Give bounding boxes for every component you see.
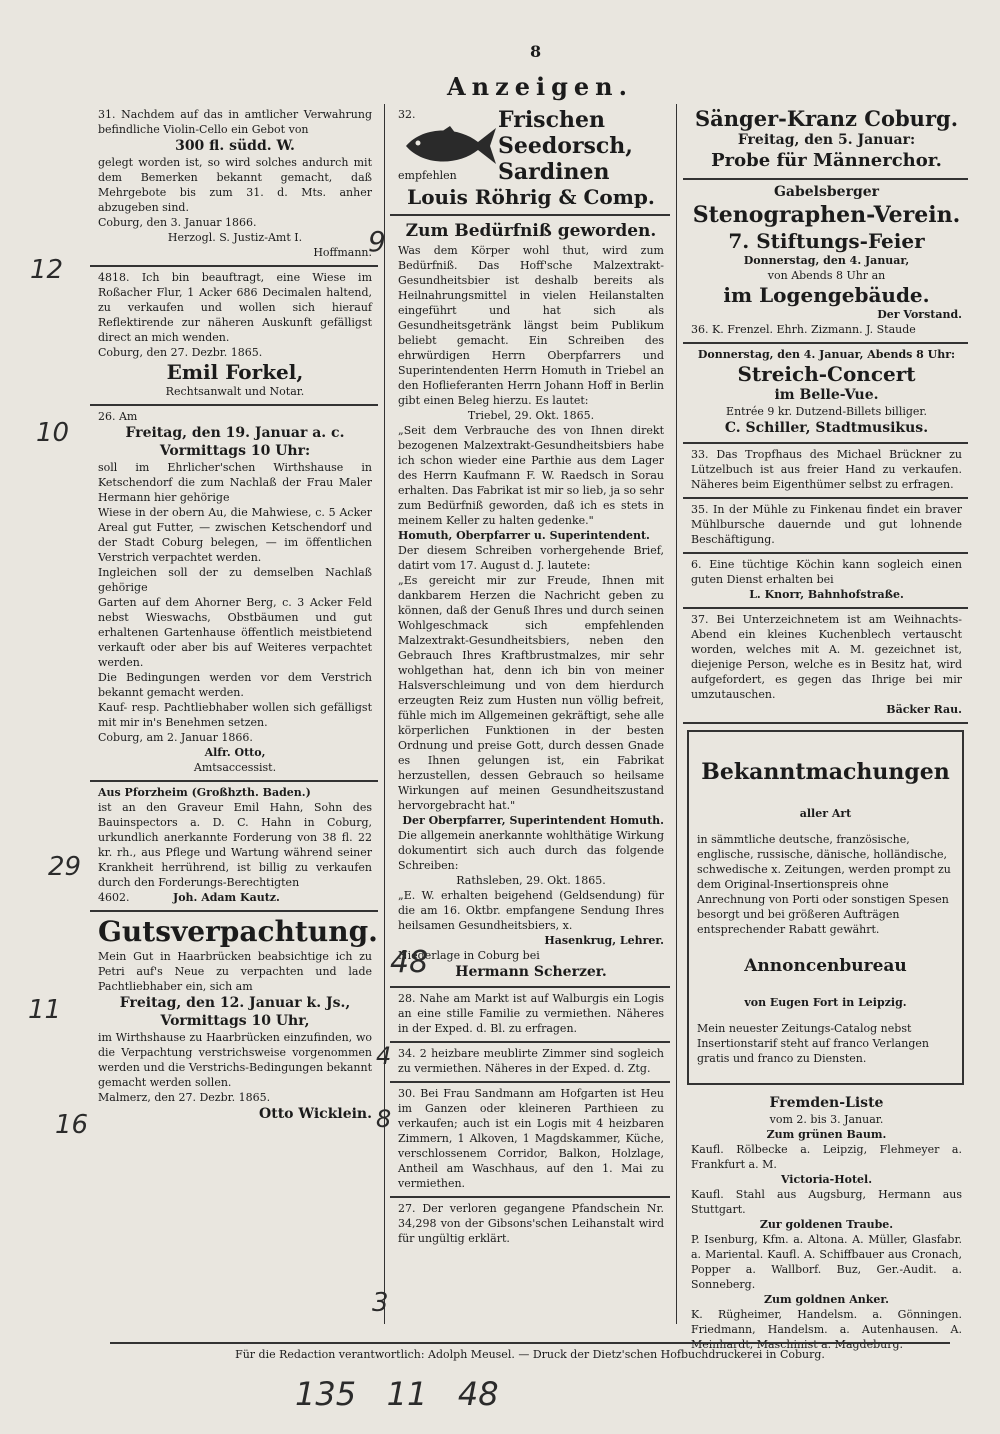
ad-number: 31.	[98, 108, 116, 121]
place-date: Coburg, den 3. Januar 1866.	[98, 216, 257, 229]
ad-text: ist an den Graveur Emil Hahn, Sohn des Bauinspectors a. D. C. Hahn in Coburg, urkundlich anerkannte Forderung von 38 fl. 22 kr. rh., aus Pflege und Wartung während seiner Krankheit herrührend, ist billig zu verkaufen durch den Forderungs-Berechtigten	[98, 801, 372, 889]
ad-stenographen	[683, 180, 968, 344]
ad-saengerkranz	[683, 104, 968, 180]
handwritten-mark: 3	[372, 1288, 389, 1318]
testimonial: „E. W. erhalten beigehend (Geldsendung) für die am 16. Oktbr. empfangene Sendung Ihres heilsamen Gesundheitsbiers, x.	[398, 889, 664, 932]
imprint-footer: Für die Redaction verantwortlich: Adolph Meusel. — Druck der Dietz'schen Hofbuchdruckerei in Coburg.	[110, 1342, 950, 1361]
event-date: Freitag, den 19. Januar a. c. Vormittags 10 Uhr:	[125, 425, 345, 459]
handwritten-mark: 10	[36, 418, 70, 448]
event-date: Donnerstag, den 4. Januar, Abends 8 Uhr:	[697, 348, 956, 361]
handwritten-mark: 12	[30, 255, 64, 285]
column-divider-2	[676, 104, 677, 1324]
ad-number: 26. Am	[98, 410, 138, 423]
ad-headline: Frischen Seedorsch, Sardinen	[498, 107, 633, 185]
ad-pfandschein	[390, 1198, 670, 1251]
hotel-name: Zur goldenen Traube.	[759, 1218, 894, 1231]
ad-zimmer	[390, 1043, 670, 1083]
ad-pretitle: Gabelsberger	[773, 184, 880, 200]
ad-text: 27. Der verloren gegangene Pfandschein Nr. 34,298 von der Gibsons'schen Leihanstalt wird für ungültig erklärt.	[398, 1202, 664, 1245]
ad-text: gelegt worden ist, so wird solches andurch mit dem Bemerken bekannt gemacht, daß Mehrgebote bis zum 31. d. Mts. anher abzugeben sind.	[98, 156, 372, 214]
handwritten-mark: 48	[390, 945, 429, 980]
ad-wiese-roßach	[90, 267, 378, 406]
signature: Otto Wicklein.	[259, 1106, 372, 1122]
ad-gutsverpachtung	[90, 912, 378, 1128]
event-place: im Logengebäude.	[723, 283, 930, 307]
masthead: Anzeigen.	[447, 72, 633, 101]
ad-seedorsch	[390, 104, 670, 216]
advertiser-name: Emil Forkel,	[166, 360, 304, 384]
ad-text: Nachdem auf das in amtlicher Verwahrung befindliche Violin-Cello ein Gebot von	[98, 108, 372, 136]
ad-text: 6. Eine tüchtige Köchin kann sogleich einen guten Dienst erhalten bei	[691, 558, 962, 586]
ad-text: Was dem Körper wohl thut, wird zum Bedürfniß. Das Hoff'sche Malzextrakt-Gesundheitsbier ist deshalb bereits als Heilnahrungsmittel in vielen Heilanstalten eingeführt und hat sich als Gesundheitsgetränk längst beim Publikum beliebt gemacht. Ein Schreiben des ehrwürdigen Herrn Oberpfarrers und Superintendenten Herrn Homuth in Triebel an den Hoflieferanten Herrn Johann Hoff in Berlin gibt einen Beleg hierzu. Es lautet:	[398, 244, 664, 407]
ad-text: 37. Bei Unterzeichnetem ist am Weihnachts-Abend ein kleines Kuchenblech vertauscht worden, welches mit A. M. gezeichnet ist, diejenige Person, welche es in Besitz hat, wird aufgefordert, es gegen das Ihrige bei mir umzutauschen.	[691, 613, 962, 701]
ad-text: in sämmtliche deutsche, französische, englische, russische, dänische, holländische, schwedische x. Zeitungen, werden prompt zu dem Original-Insertionspreis ohne Anrechnung von Porti oder sonstigen Spesen besorgt und bei größeren Aufträgen entsprechender Rabatt gewährt.	[697, 833, 951, 936]
hotel-name: Zum grünen Baum.	[766, 1128, 887, 1141]
testimonial: „Seit dem Verbrauche des von Ihnen direkt bezogenen Malzextrakt-Gesundheitsbiers habe ich schon wieder eine Parthie aus dem Lager des Herrn Kaufmann F. W. Raedsch in Sorau erhalten. Das Fabrikat ist mir so lieb, ja so sehr zum Bedürfniß geworden, daß ich es stets in meinem Keller zu halten gedenke."	[398, 424, 664, 527]
event-time: von Abends 8 Uhr an	[767, 269, 886, 282]
ad-text: 4818. Ich bin beauftragt, eine Wiese im Roßacher Flur, 1 Acker 686 Decimalen haltend, zu verkaufen und wollen sich hierauf Reflektirende zur näheren Auskunft gefälligst direct an mich wenden.	[98, 271, 372, 344]
signature: Der Oberpfarrer, Superintendent Homuth.	[402, 814, 664, 827]
place-date: Rathsleben, 29. Okt. 1865.	[456, 874, 606, 887]
ad-tropfhaus	[683, 444, 968, 499]
ad-text: Ingleichen soll der zu demselben Nachlaß gehörige	[98, 566, 372, 594]
list-date: vom 2. bis 3. Januar.	[769, 1113, 884, 1126]
ad-text: 34. 2 heizbare meublirte Zimmer sind sogleich zu vermiethen. Näheres in der Exped. d. Ztg.	[398, 1047, 664, 1075]
signature: C. Schiller, Stadtmusikus.	[724, 420, 929, 436]
signature-title: Amtsaccessist.	[193, 761, 277, 774]
ad-text: Die allgemein anerkannte wohlthätige Wirkung dokumentirt sich auch durch das folgende Schreiben:	[398, 829, 664, 872]
ad-text: Probe für Männerchor.	[711, 150, 942, 171]
handwritten-mark: 9	[368, 225, 386, 258]
ad-logis-markt	[390, 988, 670, 1043]
ad-text: 28. Nahe am Markt ist auf Walburgis ein Logis an eine stille Familie zu vermiethen. Näheres in der Exped. d. Bl. zu erfragen.	[398, 992, 664, 1035]
signature: Bäcker Rau.	[886, 703, 962, 716]
ad-streich-concert	[683, 344, 968, 444]
ad-text: 30. Bei Frau Sandmann am Hofgarten ist Heu im Ganzen oder kleineren Parthieen zu verkaufen; auch ist ein Logis mit 4 heizbaren Zimmern, 1 Alkoven, 1 Magdskammer, Küche, verschlossenem Corridor, Balkon, Holzlage, Antheil am Waschhaus, auf den 1. Mai zu vermiethen.	[398, 1087, 664, 1190]
ad-muehlbursche	[683, 499, 968, 554]
signature: Der Vorstand.	[877, 308, 962, 321]
guest-list: K. Rügheimer, Handelsm. a. Gönningen. Friedmann, Handelsm. a. Autenhausen. A. Meinhardt, Maschinist a. Magdeburg.	[691, 1308, 962, 1351]
ad-bekanntmachungen	[687, 730, 964, 1085]
ad-koechin	[683, 554, 968, 609]
place-date: Coburg, den 27. Dezbr. 1865.	[98, 346, 263, 359]
ad-text: Wiese in der obern Au, die Mahwiese, c. 5 Acker Areal gut Futter, — zwischen Ketschendorf und der Stadt Coburg belegen, — im öffentlichen Verstrich verpachtet werden.	[98, 506, 372, 564]
ad-sandmann	[390, 1083, 670, 1198]
office: Herzogl. S. Justiz-Amt I.	[167, 231, 303, 244]
event-place: im Belle-Vue.	[774, 387, 879, 403]
ad-subhead: aller Art	[799, 807, 852, 820]
list-heading: Fremden-Liste	[769, 1095, 884, 1111]
place-date: Triebel, 29. Okt. 1865.	[467, 409, 595, 422]
ad-headline: Stenographen-Verein.	[692, 202, 961, 228]
signature: Hasenkrug, Lehrer.	[544, 934, 664, 947]
ad-text: Mein neuester Zeitungs-Catalog nebst Insertionstarif steht auf franco Verlangen gratis und franco zu Diensten.	[697, 1022, 929, 1065]
signature: Homuth, Oberpfarrer u. Superintendent.	[398, 529, 650, 542]
ad-kuchenblech	[683, 609, 968, 724]
fish-illustration	[398, 122, 498, 168]
ad-text: soll im Ehrlicher'schen Wirthshause in Ketschendorf die zum Nachlaß der Frau Maler Hermann hier gehörige	[98, 461, 372, 504]
depot-label: Niederlage in Coburg bei	[398, 949, 540, 962]
ad-text: 35. In der Mühle zu Finkenau findet ein braver Mühlbursche dauernde und gut lohnende Beschäftigung.	[691, 503, 962, 546]
ad-text: empfehlen	[398, 169, 457, 182]
hotel-name: Zum goldnen Anker.	[764, 1293, 889, 1306]
bureau-name: Annoncenbureau	[744, 956, 907, 976]
signature: Alfr. Otto,	[204, 746, 266, 759]
ad-text: 33. Das Tropfhaus des Michael Brückner zu Lützelbuch ist aus freier Hand zu verkaufen. Näheres beim Eigenthümer selbst zu erfragen.	[691, 448, 962, 491]
handwritten-mark: 11	[28, 995, 62, 1025]
fremden-liste	[683, 1091, 968, 1357]
ad-number: 32.	[398, 108, 416, 121]
ad-malzextrakt	[390, 216, 670, 988]
ad-text: Mein Gut in Haarbrücken beabsichtige ich zu Petri auf's Neue zu verpachten und lade Pachtliebhaber ein, sich am	[98, 950, 372, 993]
place-date: Coburg, am 2. Januar 1866.	[98, 731, 253, 744]
ad-number: 4602.	[98, 891, 130, 904]
handwritten-mark: 29	[48, 852, 82, 882]
ad-text: Die Bedingungen werden vor dem Verstrich bekannt gemacht werden.	[98, 671, 372, 699]
page-number: 8	[530, 42, 542, 61]
signature: L. Knorr, Bahnhofstraße.	[749, 588, 904, 601]
ad-text: 36. K. Frenzel. Ehrh. Zizmann. J. Staude	[691, 323, 916, 336]
depot-name: Hermann Scherzer.	[455, 964, 607, 980]
testimonial: „Es gereicht mir zur Freude, Ihnen mit dankbarem Herzen die Nachricht geben zu können, daß der Genuß Ihres und durch seinen Wohlgeschmack sich empfehlenden Malzextrakt-Gesundheitsbiers, neben den Gebrauch Ihres Kraftbrustmalzes, mir sehr wohlgethan hat, denn ich bin von meiner Halsverschleimung und von dem hierdurch erzeugten Reiz zum Husten nun völlig befreit, fühle mich im Allgemeinen gekräftigt, sehe alle körperlichen Funktionen in der besten Ordnung und preise Gott, durch dessen Gnade es Ihnen gelungen ist, ein Fabrikat herzustellen, dessen Gebrauch so heilsame Wirkungen auf meinen Gesundheitszustand hervorgebracht hat."	[398, 574, 664, 812]
ad-headline: Gutsverpachtung.	[98, 915, 378, 948]
ad-text: Garten auf dem Ahorner Berg, c. 3 Acker Feld nebst Wieswachs, Obstbäumen und gut erhaltenen Gartenhause öffentlich meistbietend verkauft oder aber bis auf Weiteres verpachtet werden.	[98, 596, 372, 669]
event-date: Donnerstag, den 4. Januar,	[743, 254, 910, 267]
guest-list: Kaufl. Stahl aus Augsburg, Hermann aus Stuttgart.	[691, 1188, 962, 1216]
column-divider-1	[384, 104, 385, 1324]
event-date: Freitag, den 5. Januar:	[737, 132, 916, 148]
place-date: Malmerz, den 27. Dezbr. 1865.	[98, 1091, 271, 1104]
ad-text: Kauf- resp. Pachtliebhaber wollen sich gefälligst mit mir in's Benehmen setzen.	[98, 701, 372, 729]
ad-pforzheim	[90, 782, 378, 912]
ad-violin-cello	[90, 104, 378, 267]
column-3	[683, 104, 968, 1357]
guest-list: Kaufl. Rölbecke a. Leipzig, Flehmeyer a. Frankfurt a. M.	[691, 1143, 962, 1171]
price: Entrée 9 kr. Dutzend-Billets billiger.	[726, 405, 927, 418]
guest-list: P. Isenburg, Kfm. a. Altona. A. Müller, Glasfabr. a. Mariental. Kaufl. A. Schiffbauer aus Cronach, Popper a. Wallborf. Buz, Ger.-Audit. a. Sonneberg.	[691, 1233, 962, 1291]
ad-nachlass-hermann	[90, 406, 378, 782]
event-date: Freitag, den 12. Januar k. Js., Vormittags 10 Uhr,	[119, 995, 351, 1029]
ad-headline: Sänger-Kranz Coburg.	[694, 106, 959, 131]
handwritten-mark: 8	[376, 1105, 392, 1133]
ad-headline: Zum Bedürfniß geworden.	[405, 221, 657, 241]
firm-name: Louis Röhrig & Comp.	[407, 185, 655, 209]
ad-headline: Bekanntmachungen	[701, 759, 950, 785]
column-2	[390, 104, 670, 1251]
handwritten-mark: 16	[55, 1110, 89, 1140]
bureau-owner: von Eugen Fort in Leipzig.	[744, 996, 907, 1009]
handwritten-bottom-marks: 135 11 48	[295, 1375, 499, 1413]
ad-text: Der diesem Schreiben vorhergehende Brief, datirt vom 17. August d. J. lautete:	[398, 544, 664, 572]
column-1	[90, 104, 378, 1128]
price: 300 fl. südd. W.	[175, 138, 295, 154]
ad-headline: Streich-Concert	[737, 362, 916, 386]
signature: Joh. Adam Kautz.	[173, 891, 280, 904]
hotel-name: Victoria-Hotel.	[780, 1173, 873, 1186]
signature: Hoffmann.	[313, 246, 372, 259]
ad-text: im Wirthshause zu Haarbrücken einzufinden, wo die Verpachtung verstrichsweise vorgenommen werden und die Verstrichs-Bedingungen bekannt gemacht werden sollen.	[98, 1031, 372, 1089]
event-title: 7. Stiftungs-Feier	[728, 229, 925, 253]
ad-heading: Aus Pforzheim (Großhzth. Baden.)	[98, 786, 311, 799]
advertiser-title: Rechtsanwalt und Notar.	[165, 385, 305, 398]
handwritten-mark: 4	[376, 1042, 392, 1070]
